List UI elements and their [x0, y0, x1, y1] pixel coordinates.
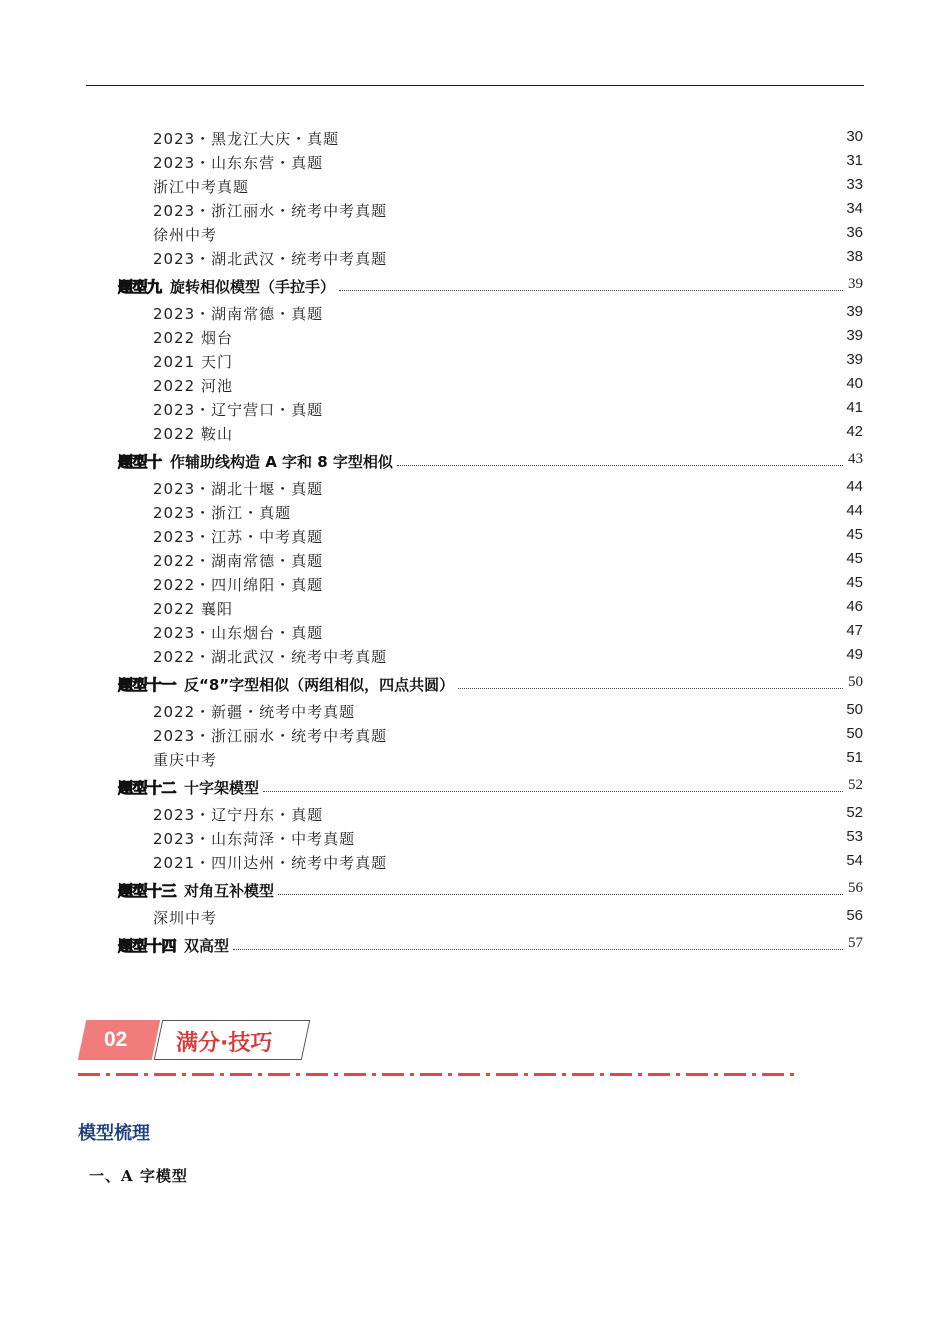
toc-entry-label: 2022・四川绵阳・真题 [153, 576, 324, 594]
toc-page-number: 36 [846, 224, 863, 241]
toc-page-number: 57 [848, 935, 863, 951]
toc-entry-label: 浙江中考真题 [153, 178, 250, 196]
toc-page-number: 43 [848, 451, 863, 467]
toc-dot-leader [397, 465, 843, 466]
toc-entry-row[interactable] [0, 701, 950, 723]
toc-entry-row[interactable] [0, 152, 950, 174]
toc-page-number: 45 [846, 574, 863, 591]
toc-page-number: 47 [846, 622, 863, 639]
toc-section-title: 对角互补模型 [184, 882, 275, 900]
toc-entry-label: 2023・辽宁营口・真题 [153, 401, 324, 419]
toc-page-number: 34 [846, 200, 863, 217]
toc-page-number: 52 [848, 777, 863, 793]
toc-entry-label: 2023・江苏・中考真题 [153, 528, 324, 546]
toc-page-number: 33 [846, 176, 863, 193]
toc-entry-label: 2023・浙江丽水・统考中考真题 [153, 202, 388, 220]
toc-section-row[interactable] [0, 935, 950, 957]
toc-dot-leader [278, 894, 843, 895]
toc-section-tag: 题型十四 [118, 937, 177, 955]
toc-page-number: 56 [848, 880, 863, 896]
toc-entry-label: 2023・山东菏泽・中考真题 [153, 830, 356, 848]
toc-entry-row[interactable] [0, 478, 950, 500]
toc-entry-label: 2021 天门 [153, 353, 233, 371]
toc-entry-label: 2022 襄阳 [153, 600, 233, 618]
toc-dot-leader [233, 949, 843, 950]
toc-entry-label: 徐州中考 [153, 226, 218, 244]
toc-entry-label: 2023・湖北十堰・真题 [153, 480, 324, 498]
toc-dot-leader [458, 688, 843, 689]
toc-section-title: 双高型 [184, 937, 230, 955]
toc-entry-label: 2023・浙江丽水・统考中考真题 [153, 727, 388, 745]
toc-page-number: 50 [848, 674, 863, 690]
toc-section-row[interactable] [0, 451, 950, 473]
toc-page-number: 51 [846, 749, 863, 766]
toc-page-number: 46 [846, 598, 863, 615]
toc-entry-label: 2022・湖北武汉・统考中考真题 [153, 648, 388, 666]
toc-entry-row[interactable] [0, 749, 950, 771]
toc-page-number: 40 [846, 375, 863, 392]
toc-page-number: 39 [846, 351, 863, 368]
toc-entry-row[interactable] [0, 176, 950, 198]
toc-entry-row[interactable] [0, 399, 950, 421]
toc-entry-row[interactable] [0, 646, 950, 668]
toc-entry-label: 2022 烟台 [153, 329, 233, 347]
section-title: 满分·技巧 [176, 1031, 273, 1056]
toc-page-number: 38 [846, 248, 863, 265]
toc-dot-leader [263, 791, 843, 792]
toc-entry-label: 2022・湖南常德・真题 [153, 552, 324, 570]
toc-page-number: 54 [846, 852, 863, 869]
toc-section-title: 反“8”字型相似（两组相似，四点共圆） [184, 676, 455, 694]
toc-entry-row[interactable] [0, 725, 950, 747]
toc-section-tag: 题型十三 [118, 882, 177, 900]
toc-page-number: 44 [846, 478, 863, 495]
toc-section-row[interactable] [0, 777, 950, 799]
toc-entry-label: 2021・四川达州・统考中考真题 [153, 854, 388, 872]
toc-entry-label: 2023・山东烟台・真题 [153, 624, 324, 642]
toc-entry-row[interactable] [0, 248, 950, 270]
toc-entry-row[interactable] [0, 375, 950, 397]
toc-section-tag: 题型十一 [118, 676, 177, 694]
toc-page-number: 30 [846, 128, 863, 145]
toc-page-number: 42 [846, 423, 863, 440]
toc-page-number: 45 [846, 526, 863, 543]
toc-entry-label: 2023・黑龙江大庆・真题 [153, 130, 340, 148]
toc-page-number: 39 [846, 327, 863, 344]
toc-page-number: 52 [846, 804, 863, 821]
toc-entry-row[interactable] [0, 574, 950, 596]
toc-section-tag: 题型十 [118, 453, 162, 471]
toc-entry-row[interactable] [0, 526, 950, 548]
toc-page-number: 39 [848, 276, 863, 292]
toc-entry-label: 2023・湖北武汉・统考中考真题 [153, 250, 388, 268]
toc-page-number: 45 [846, 550, 863, 567]
toc-entry-label: 2023・浙江・真题 [153, 504, 292, 522]
toc-section-title: 十字架模型 [184, 779, 260, 797]
toc-entry-row[interactable] [0, 828, 950, 850]
toc-entry-row[interactable] [0, 200, 950, 222]
toc-entry-label: 2022・新疆・统考中考真题 [153, 703, 356, 721]
toc-entry-label: 2023・辽宁丹东・真题 [153, 806, 324, 824]
toc-entry-row[interactable] [0, 423, 950, 445]
toc-entry-row[interactable] [0, 303, 950, 325]
toc-entry-row[interactable] [0, 502, 950, 524]
toc-page-number: 49 [846, 646, 863, 663]
toc-section-tag: 题型十二 [118, 779, 177, 797]
toc-entry-row[interactable] [0, 598, 950, 620]
toc-entry-row[interactable] [0, 224, 950, 246]
header-rule [86, 85, 864, 86]
dash-divider [78, 1073, 796, 1076]
section-number: 02 [104, 1028, 128, 1051]
toc-entry-label: 2023・湖南常德・真题 [153, 305, 324, 323]
toc-entry-row[interactable] [0, 327, 950, 349]
toc-section-row[interactable] [0, 276, 950, 298]
toc-entry-label: 重庆中考 [153, 751, 218, 769]
toc-entry-row[interactable] [0, 622, 950, 644]
toc-section-row[interactable] [0, 880, 950, 902]
toc-section-title: 旋转相似模型（手拉手） [170, 278, 336, 296]
toc-entry-label: 2022 鞍山 [153, 425, 233, 443]
toc-page-number: 39 [846, 303, 863, 320]
toc-page-number: 44 [846, 502, 863, 519]
toc-page-number: 41 [846, 399, 863, 416]
toc-page-number: 50 [846, 701, 863, 718]
toc-section-title: 作辅助线构造 A 字和 8 字型相似 [170, 453, 393, 471]
toc-section-tag: 题型九 [118, 278, 162, 296]
toc-page-number: 50 [846, 725, 863, 742]
a-model-heading: 一、A 字模型 [89, 1167, 188, 1185]
model-heading: 模型梳理 [78, 1123, 150, 1144]
toc-entry-label: 2023・山东东营・真题 [153, 154, 324, 172]
toc-entry-label: 2022 河池 [153, 377, 233, 395]
toc-entry-row[interactable] [0, 852, 950, 874]
toc-entry-row[interactable] [0, 351, 950, 373]
toc-entry-row[interactable] [0, 804, 950, 826]
toc-entry-label: 深圳中考 [153, 909, 218, 927]
toc-dot-leader [339, 290, 843, 291]
section-band [78, 1018, 318, 1064]
toc-section-row[interactable] [0, 674, 950, 696]
toc-page-number: 53 [846, 828, 863, 845]
toc-entry-row[interactable] [0, 907, 950, 929]
toc-page-number: 31 [846, 152, 863, 169]
toc-entry-row[interactable] [0, 128, 950, 150]
toc-entry-row[interactable] [0, 550, 950, 572]
toc-page-number: 56 [846, 907, 863, 924]
